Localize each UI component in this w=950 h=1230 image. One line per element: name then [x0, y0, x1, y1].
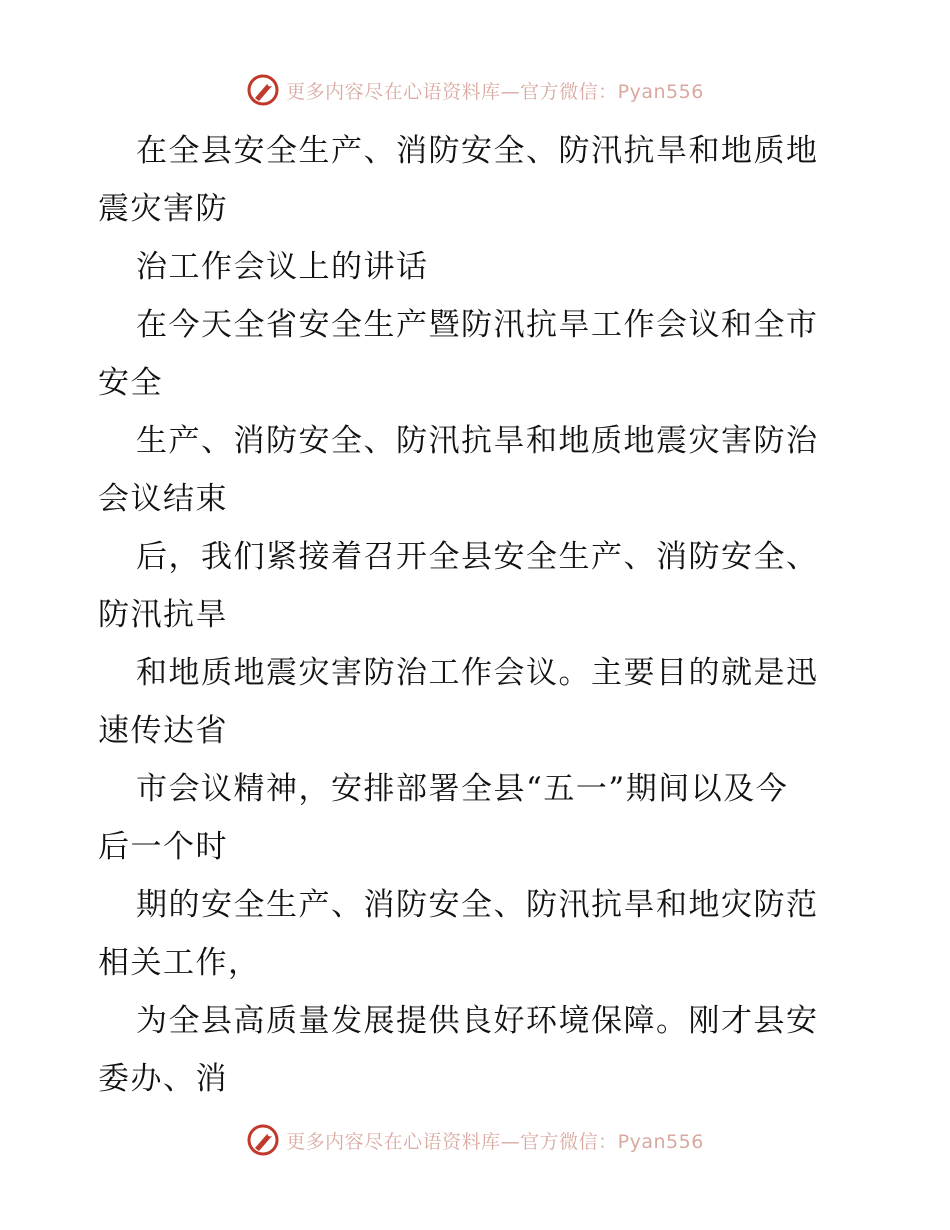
pen-circle-logo-icon [246, 1123, 280, 1157]
text-line: 委办、消 [98, 1061, 228, 1097]
text-line: 安全 [98, 365, 163, 401]
text-line: 在全县安全生产、消防安全、防汛抗旱和地质地 [136, 133, 819, 169]
text-line: 会议结束 [98, 481, 228, 517]
text-line: 为全县高质量发展提供良好环境保障。刚才县安 [136, 1003, 819, 1039]
text-line: 市会议精神，安排部署全县“五一”期间以及今 [136, 771, 789, 807]
text-line: 相关工作， [98, 945, 261, 981]
document-body [98, 122, 858, 1108]
text-line: 防汛抗旱 [98, 597, 228, 633]
header-watermark-text: 更多内容尽在心语资料库—官方微信：Pyan556 [286, 80, 704, 103]
footer-watermark [0, 1120, 950, 1160]
pen-circle-logo-icon [246, 73, 280, 107]
header-watermark [0, 70, 950, 110]
footer-watermark-text: 更多内容尽在心语资料库—官方微信：Pyan556 [286, 1130, 704, 1153]
text-line: 治工作会议上的讲话 [136, 249, 429, 285]
text-line: 和地质地震灾害防治工作会议。主要目的就是迅 [136, 655, 819, 691]
text-line: 在今天全省安全生产暨防汛抗旱工作会议和全市 [136, 307, 819, 343]
text-line: 后，我们紧接着召开全县安全生产、消防安全、 [136, 539, 819, 575]
text-line: 后一个时 [98, 829, 228, 865]
text-line: 期的安全生产、消防安全、防汛抗旱和地灾防范 [136, 887, 819, 923]
text-line: 生产、消防安全、防汛抗旱和地质地震灾害防治 [136, 423, 819, 459]
text-line: 速传达省 [98, 713, 228, 749]
text-line: 震灾害防 [98, 191, 228, 227]
